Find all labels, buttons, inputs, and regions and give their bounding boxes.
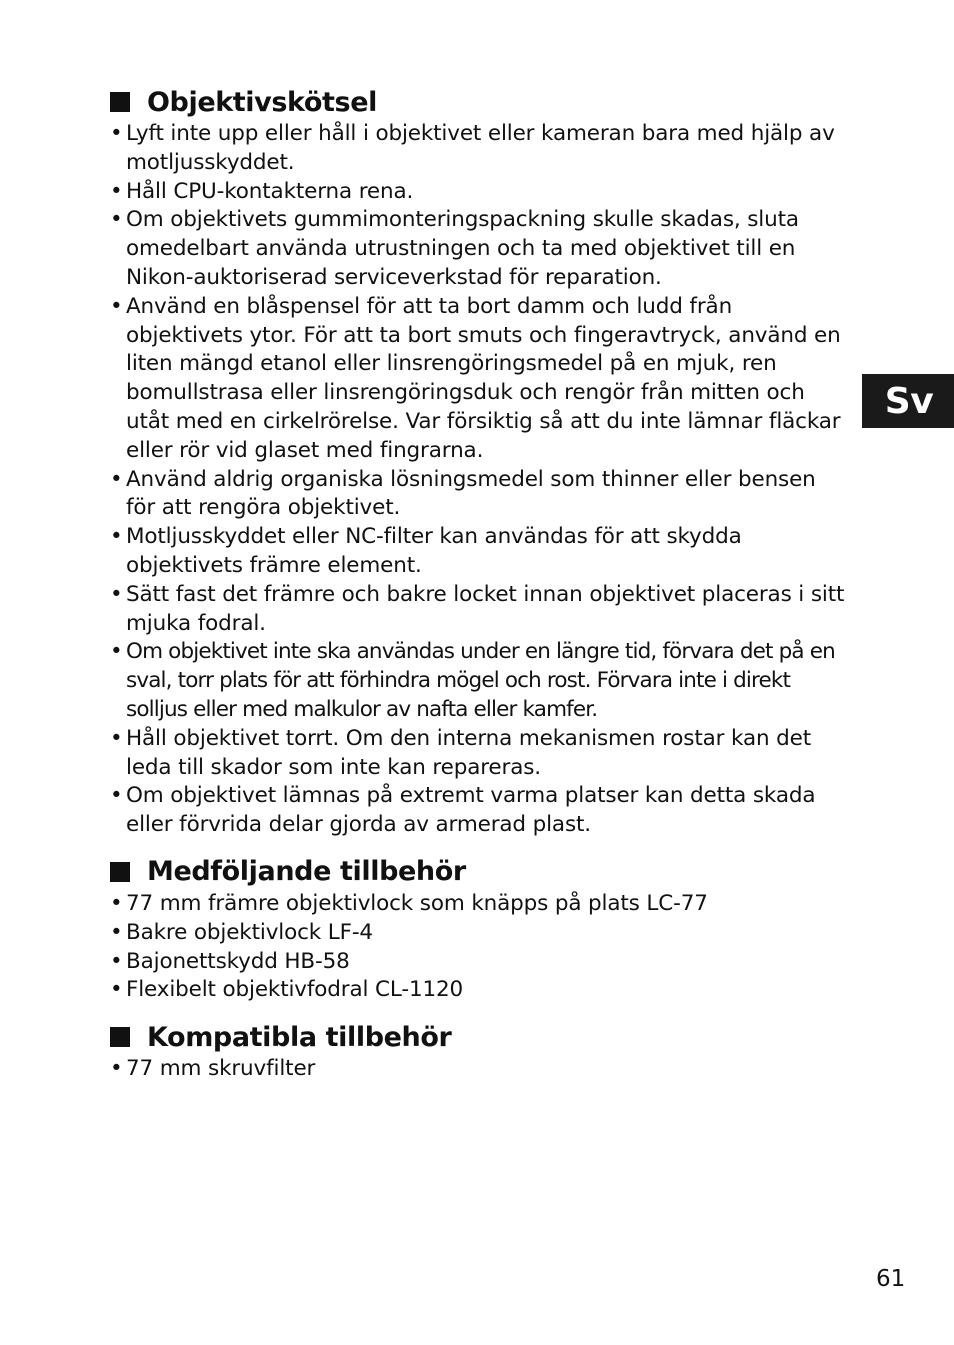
bullet-dot-icon: • — [110, 581, 123, 607]
list-item: • Lyft inte upp eller håll i objektivet eller kameran bara med hjälp av motljusskyddet. — [110, 121, 835, 175]
square-bullet-icon — [110, 92, 130, 112]
bullet-dot-icon: • — [110, 466, 123, 492]
list-item: • Om objektivet inte ska användas under en längre tid, förvara det på en sval, torr plats för att förhindra mögel och rost. Förvara inte i direkt solljus eller med malkulor av nafta eller kamfer. — [110, 639, 835, 722]
list-item: • Om objektivet lämnas på extremt varma platser kan detta skada eller förvrida delar gjorda av armerad plast. — [110, 783, 816, 838]
section-title: Objektivskötsel — [147, 86, 377, 118]
bullet-dot-icon: • — [110, 121, 123, 146]
bullet-dot-icon: • — [110, 977, 123, 1003]
section-heading-medfoljande-tillbehor — [108, 854, 848, 890]
included-accessories-list — [108, 890, 848, 1005]
list-item: • Håll objektivet torrt. Om den interna mekanismen rostar kan det leda till skador som inte kan repareras. — [110, 725, 811, 780]
bullet-dot-icon: • — [110, 919, 123, 945]
square-bullet-icon — [110, 862, 130, 882]
bullet-dot-icon: • — [110, 207, 123, 233]
list-item: • Bakre objektivlock LF-4 — [108, 919, 848, 948]
bullet-dot-icon: • — [110, 783, 123, 809]
list-item: • Om objektivets gummimonteringspackning skulle skadas, sluta omedelbart använda utrustningen och ta med objektivet till en Nikon-auktoriserad serviceverkstad för reparation. — [110, 207, 799, 290]
page-number: 61 — [876, 1266, 906, 1292]
bullet-dot-icon: • — [110, 524, 123, 550]
list-item: • Använd en blåspensel för att ta bort damm och ludd från objektivets ytor. För att ta bort smuts och fingeravtryck, använd en liten mängd etanol eller linsrengöringsmedel på en mjuk, ren bomullstrasa eller linsrengöringsduk och rengör från mitten och utåt med en cirkelrörelse. Var försiktig så att du inte lämnar fläckar eller rör vid glaset med fingrarna. — [110, 293, 841, 463]
section-title: Medföljande tillbehör — [147, 856, 466, 888]
list-item: • Bajonettskydd HB-58 — [108, 948, 848, 977]
list-item: • Flexibelt objektivfodral CL-1120 — [108, 976, 848, 1005]
language-tab: Sv — [862, 374, 954, 428]
list-item: • Motljusskyddet eller NC-filter kan användas för att skydda objektivets främre element. — [110, 524, 742, 578]
bullet-dot-icon: • — [110, 725, 123, 751]
bullet-dot-icon: • — [110, 948, 123, 974]
compatible-accessories-list — [108, 1055, 848, 1084]
list-item: • 77 mm främre objektivlock som knäpps på plats LC-77 — [108, 890, 848, 919]
bullet-dot-icon: • — [110, 293, 123, 319]
square-bullet-icon — [110, 1027, 130, 1047]
bullet-dot-icon: • — [110, 178, 123, 204]
section-title: Kompatibla tillbehör — [147, 1021, 452, 1053]
bullet-dot-icon: • — [110, 890, 123, 916]
bullet-dot-icon: • — [110, 639, 122, 665]
list-item: • Håll CPU-kontakterna rena. — [108, 178, 848, 207]
section-heading-objektivskotsel — [108, 84, 848, 120]
list-item: • Sätt fast det främre och bakre locket innan objektivet placeras i sitt mjuka fodral. — [110, 581, 845, 636]
page-content — [108, 84, 848, 1098]
bullet-dot-icon: • — [110, 1056, 123, 1082]
list-item: • 77 mm skruvfilter — [108, 1055, 848, 1084]
care-list — [108, 120, 848, 840]
list-item: • Använd aldrig organiska lösningsmedel som thinner eller bensen för att rengöra objektivet. — [110, 466, 816, 521]
section-heading-kompatibla-tillbehor — [108, 1019, 848, 1055]
